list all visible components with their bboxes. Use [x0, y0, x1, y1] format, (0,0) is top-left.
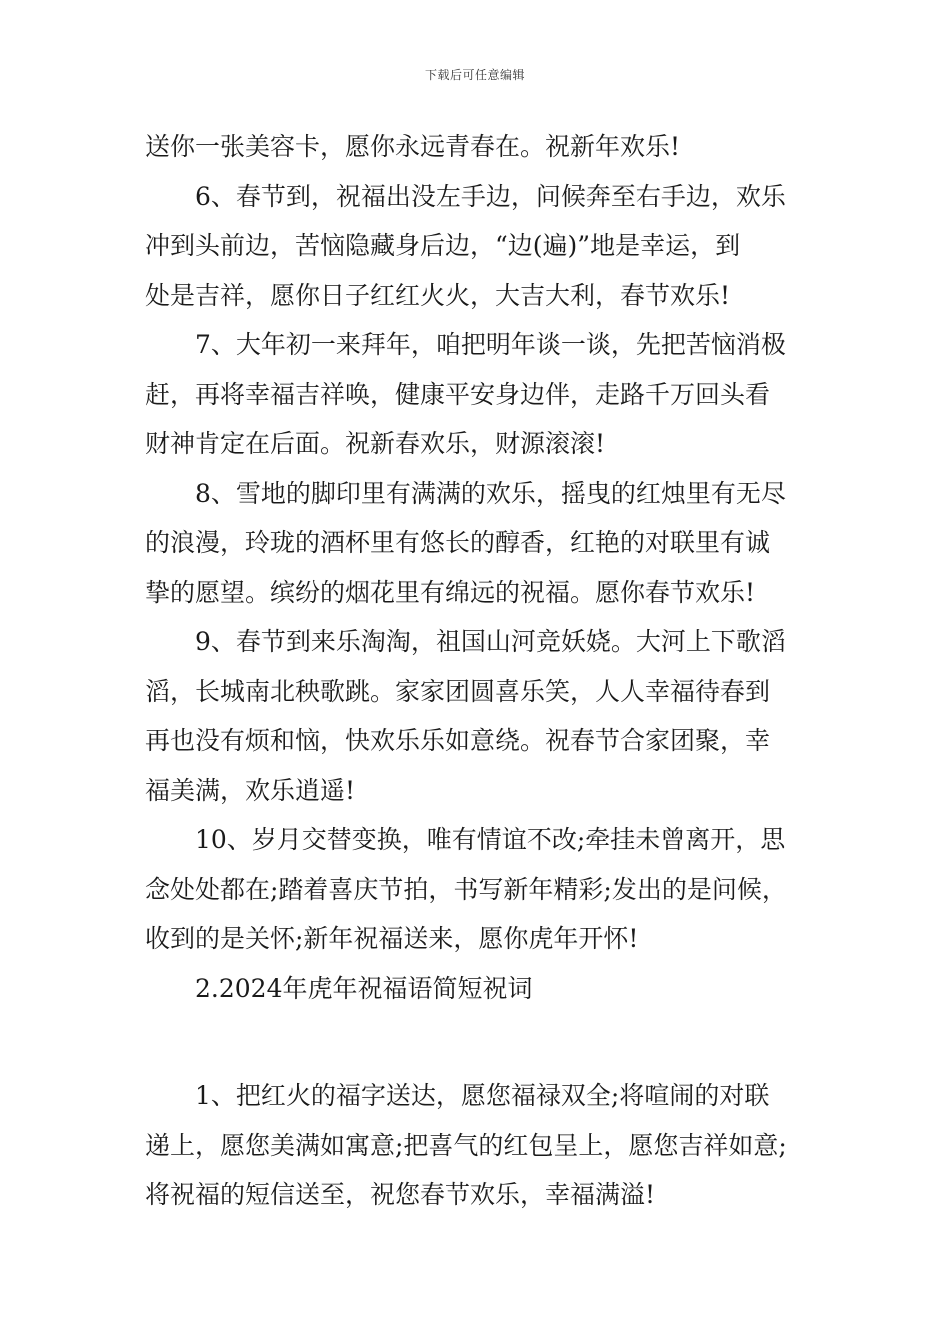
text-line: 挚的愿望。缤纷的烟花里有绵远的祝福。愿你春节欢乐! [145, 577, 756, 607]
section-heading: 2.2024年虎年祝福语简短祝词 [195, 973, 533, 1003]
text-line: 递上，愿您美满如寓意;把喜气的红包呈上，愿您吉祥如意; [145, 1130, 787, 1160]
text-line: 福美满，欢乐逍遥! [145, 775, 356, 805]
text-line: 的浪漫，玲珑的酒杯里有悠长的醇香，红艳的对联里有诚 [145, 528, 771, 557]
text-line: 将祝福的短信送至，祝您春节欢乐，幸福满溢! [145, 1180, 656, 1209]
text-line: 6、春节到，祝福出没左手边，问候奔至右手边，欢乐 [195, 181, 786, 211]
page-header: 下载后可任意编辑 [424, 68, 525, 82]
text-line: 收到的是关怀;新年祝福送来，愿你虎年开怀! [145, 924, 639, 953]
text-line: 念处处都在;踏着喜庆节拍，书写新年精彩;发出的是问候， [145, 874, 787, 904]
text-line: 滔，长城南北秧歌跳。家家团圆喜乐笑，人人幸福待春到 [145, 676, 771, 706]
text-line: 1、把红火的福字送达，愿您福禄双全;将喧闹的对联 [195, 1081, 770, 1110]
body-text-block-2 [145, 1071, 835, 1220]
body-text-block-1 [145, 122, 835, 1013]
text-line: 8、雪地的脚印里有满满的欢乐，摇曳的红烛里有无尽 [195, 478, 786, 508]
text-line: 冲到头前边，苦恼隐藏身后边，“边(遍)”地是幸运，到 [145, 231, 741, 260]
text-line: 再也没有烦和恼，快欢乐乐如意绕。祝春节合家团聚，幸 [145, 726, 771, 755]
text-line: 9、春节到来乐淘淘，祖国山河竞妖娆。大河上下歌滔 [195, 627, 786, 656]
text-line: 送你一张美容卡，愿你永远青春在。祝新年欢乐! [145, 132, 681, 161]
text-line: 赶，再将幸福吉祥唤，健康平安身边伴，走路千万回头看 [145, 379, 771, 409]
text-line: 财神肯定在后面。祝新春欢乐，财源滚滚! [145, 429, 606, 458]
text-line: 7、大年初一来拜年，咱把明年谈一谈，先把苦恼消极 [195, 330, 786, 359]
text-line: 10、岁月交替变换，唯有情谊不改;牵挂未曾离开，思 [195, 825, 786, 854]
text-line: 处是吉祥，愿你日子红红火火，大吉大利，春节欢乐! [145, 280, 731, 310]
